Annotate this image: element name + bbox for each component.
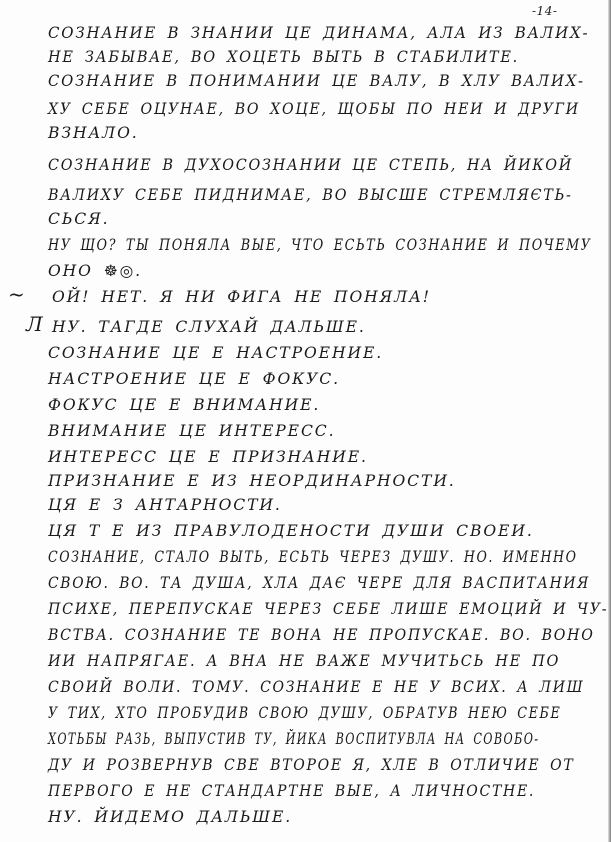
text-line-24: ВСТВА. СОЗНАНИЕ ТЕ ВОНА НЕ ПРОПУСКАЕ. ВО. ВОНО [48,626,595,644]
speaker-mark-tilde: ~ [8,282,25,306]
text-line-18: ПРИЗНАНИЕ Е ИЗ НЕОРДИНАРНОСТИ. [48,472,456,490]
text-line-30: ПЕРВОГО Е НЕ СТАНДАРТНЕ ВЫЕ, А ЛИЧНОСТНЕ. [48,782,536,800]
text-line-20: ЦЯ Т Е ИЗ ПРАВУЛОДЕНОСТИ ДУШИ СВОЕИ. [48,522,534,540]
text-line-23: ПСИХЕ, ПЕРЕПУСКАЕ ЧЕРЕЗ СЕБЕ ЛИШЕ ЕМОЦИЙ И ЧУ- [48,600,609,618]
text-line-1: СОЗНАНИЕ В ЗНАНИИ ЦЕ ДИНАМА, АЛА ИЗ ВАЛИХ- [48,24,590,42]
text-line-27: У ТИХ, ХТО ПРОБУДИВ СВОЮ ДУШУ, ОБРАТУВ НЕЮ СЕБЕ [48,704,562,722]
text-line-6: СОЗНАНИЕ В ДУХОСОЗНАНИИ ЦЕ СТЕПЬ, НА ЙИКОЙ [48,156,574,174]
text-line-31: НУ. ЙИДЕМО ДАЛЬШЕ. [48,808,293,826]
text-line-13: СОЗНАНИЕ ЦЕ Е НАСТРОЕНИЕ. [48,344,384,362]
text-line-4: ХУ СЕБЕ ОЦУНАЕ, ВО ХОЦЕ, ЩОБЫ ПО НЕИ И ДРУГИ [48,100,580,118]
page-number: -14- [532,4,558,18]
text-line-21: СОЗНАНИЕ, СТАЛО ВЫТЬ, ЕСЬТЬ ЧЕРЕЗ ДУШУ. НО. ИМЕННО [48,548,578,566]
text-line-15: ФОКУС ЦЕ Е ВНИМАНИЕ. [48,396,321,414]
text-line-11: ОЙ! НЕТ. Я НИ ФИГА НЕ ПОНЯЛА! [52,288,431,306]
text-line-12: НУ. ТАГДЕ СЛУХАЙ ДАЛЬШЕ. [52,318,366,336]
text-line-25: ИИ НАПРЯГАЕ. А ВНА НЕ ВАЖЕ МУЧИТЬСЬ НЕ ПО [48,652,561,670]
text-line-8: СЬСЯ. [48,210,110,228]
speaker-mark-l: Л [26,312,43,336]
text-line-26: СВОИЙ ВОЛИ. ТОМУ. СОЗНАНИЕ Е НЕ У ВСИХ. А ЛИШ [48,678,585,696]
text-line-16: ВНИМАНИЕ ЦЕ ИНТЕРЕСС. [48,422,336,440]
text-line-7: ВАЛИХУ СЕБЕ ПИДНИМАЕ, ВО ВЫСШЕ СТРЕМЛЯЄТЬ- [48,186,573,204]
text-line-17: ИНТЕРЕСС ЦЕ Е ПРИЗНАНИЕ. [48,448,368,466]
text-line-29: ДУ И РОЗВЕРНУВ СВЕ ВТОРОЕ Я, ХЛЕ В ОТЛИЧИЕ ОТ [48,756,575,774]
text-line-2: НЕ ЗАБЫВАЕ, ВО ХОЦЕТЬ ВЫТЬ В СТАБИЛИТЕ. [48,48,520,66]
text-line-14: НАСТРОЕНИЕ ЦЕ Е ФОКУС. [48,370,340,388]
text-line-19: ЦЯ Е З АНТАРНОСТИ. [48,496,282,514]
text-line-28: ХОТЬБЫ РАЗЬ, ВЫПУСТИВ ТУ, ЙИКА ВОСПИТУВЛА НА СОВОБО- [48,730,540,748]
text-line-22: СВОЮ. ВО. ТА ДУША, ХЛА ДАЄ ЧЕРЕ ДЛЯ ВАСПИТАНИЯ [48,574,591,592]
text-line-3: СОЗНАНИЕ В ПОНИМАНИИ ЦЕ ВАЛУ, В ХЛУ ВАЛИХ- [48,72,585,90]
text-line-10: ОНО ☸◎. [48,262,142,280]
text-line-9: НУ ЩО? ТЫ ПОНЯЛА ВЫЕ, ЧТО ЕСЬТЬ СОЗНАНИЕ И ПОЧЕМУ [48,236,592,254]
text-line-5: ВЗНАЛО. [48,124,139,142]
